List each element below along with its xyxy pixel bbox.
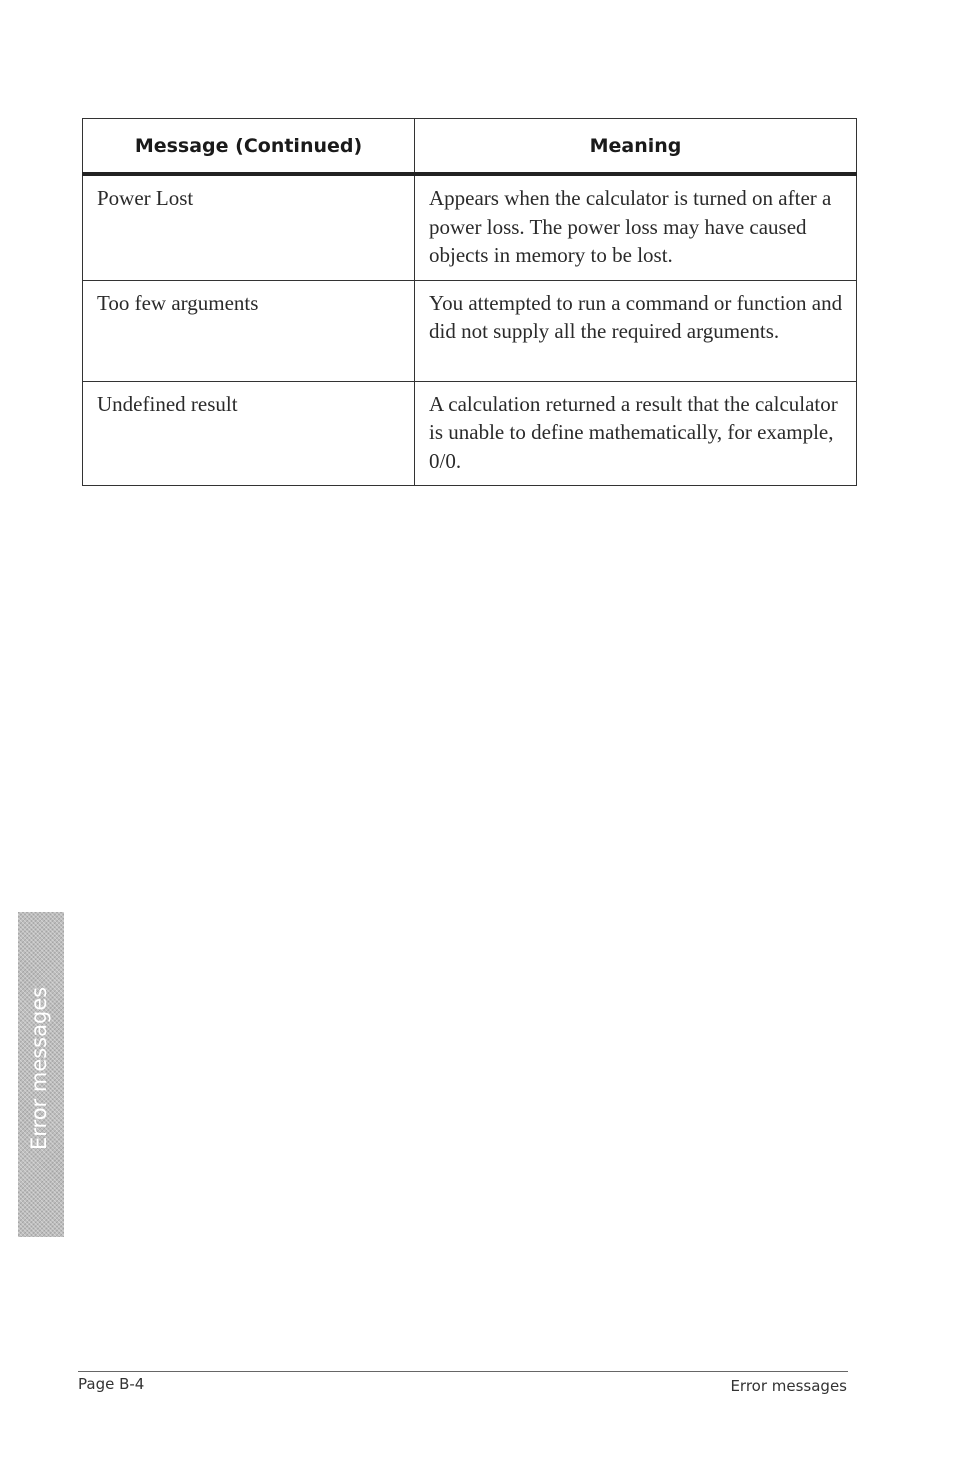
message-cell: Too few arguments	[83, 280, 415, 381]
meaning-cell: Appears when the calculator is turned on after a power loss. The power loss may have caused objects in memory to be lost.	[415, 174, 857, 280]
table-row	[83, 174, 857, 280]
table-header-row	[83, 119, 857, 175]
error-message-table	[82, 118, 857, 486]
section-thumb-tab-label: Error messages	[27, 986, 51, 1150]
page-number: Page B-4	[78, 1375, 145, 1393]
meaning-cell: A calculation returned a result that the calculator is unable to define mathematically, for example, 0/0.	[415, 381, 857, 486]
footer-section-title: Error messages	[730, 1377, 847, 1395]
table-row	[83, 381, 857, 486]
message-cell: Undefined result	[83, 381, 415, 486]
column-header-message: Message (Continued)	[83, 119, 415, 175]
footer-divider	[78, 1371, 848, 1372]
table-row	[83, 280, 857, 381]
message-cell: Power Lost	[83, 174, 415, 280]
meaning-cell: You attempted to run a command or function and did not supply all the required arguments.	[415, 280, 857, 381]
column-header-meaning: Meaning	[415, 119, 857, 175]
